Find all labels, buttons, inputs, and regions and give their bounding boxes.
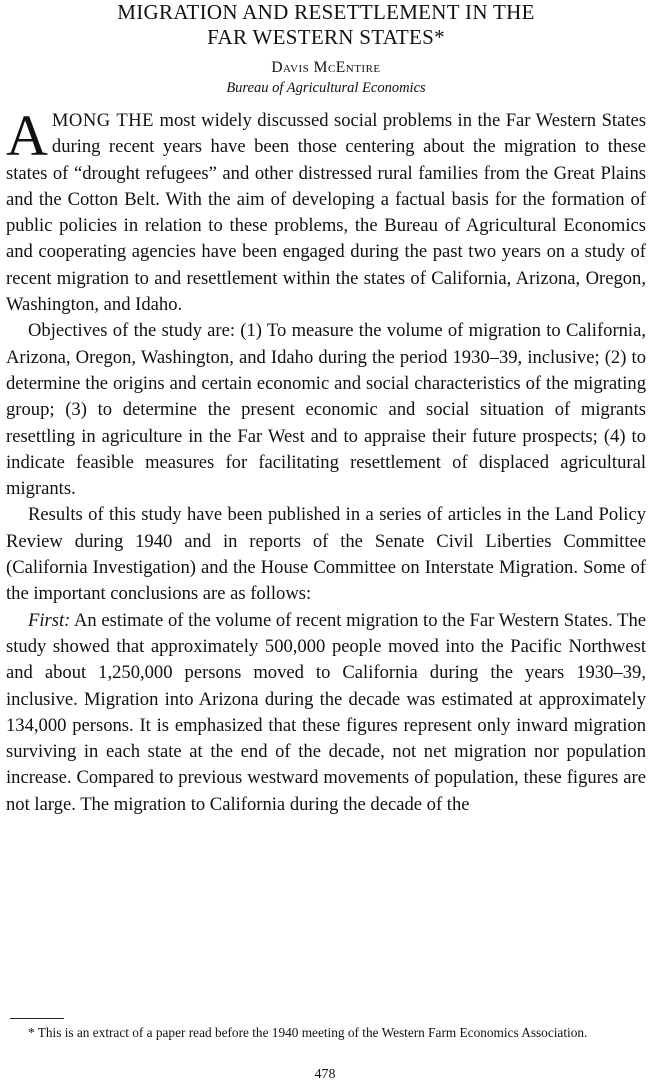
paragraph-4-text: An estimate of the volume of recent migration to the Far Western States. The study showed that approximately 500,000 people moved into the Pacific Northwest and about 1,250,000 persons moved to California during the years 1930–39, inclusive. Migration into Arizona during the decade was estimated at approximately 134,000 persons. It is emphasized that these figures represent only inward migration surviving in each state at the end of the decade, not net migration nor population increase. Compared to previous westward movements of population, these figures are not large. The migration to California during the decade of the (6, 609, 646, 815)
title-line-2: FAR WESTERN STATES* (207, 25, 445, 49)
article-title (6, 0, 646, 50)
lead-caps: MONG THE (51, 110, 155, 131)
paragraph-1 (6, 103, 647, 318)
article-body (6, 103, 647, 818)
footnote-divider (10, 1018, 64, 1019)
paragraph-1-text: most widely discussed social problems in the Far Western States during recent years have been those centering about the migration to these states of “drought refugees” and other distressed rural families from the Great Plains and the Cotton Belt. With the aim of developing a factual basis for the formation of public policies in relation to these problems, the Bureau of Agricultural Economics and cooperating agencies have been engaged during the past two years on a study of recent migration to and resettlement within the states of California, Arizona, Oregon, Washington, and Idaho. (6, 110, 647, 316)
paragraph-2: Objectives of the study are: (1) To measure the volume of migration to California, Arizona, Oregon, Washington, and Idaho during the period 1930–39, inclusive; (2) to determine the origins and certain economic and social characteristics of the migrating group; (3) to determine the present economic and social situation of migrants resettling in agriculture in the Far West and to appraise their future prospects; (4) to indicate feasible measures for facilitating resettlement of displaced agricultural migrants. (6, 320, 646, 500)
page-number: 478 (314, 1067, 336, 1082)
title-line-1: MIGRATION AND RESETTLEMENT IN THE (117, 0, 535, 24)
author-affiliation: Bureau of Agricultural Economics (226, 80, 426, 96)
author-name: Davis McEntire (271, 59, 381, 76)
article-page (6, 0, 646, 818)
paragraph-4 (6, 608, 646, 818)
footnote: * This is an extract of a paper read before the 1940 meeting of the Western Farm Economics Association. (28, 1025, 588, 1040)
paragraph-3: Results of this study have been published in a series of articles in the Land Policy Review during 1940 and in reports of the Senate Civil Liberties Committee (California Investigation) and the House Committee on Interstate Migration. Some of the important conclusions are as follows: (6, 504, 646, 605)
drop-cap: A (6, 103, 48, 168)
paragraph-4-lead: First: (28, 609, 71, 631)
